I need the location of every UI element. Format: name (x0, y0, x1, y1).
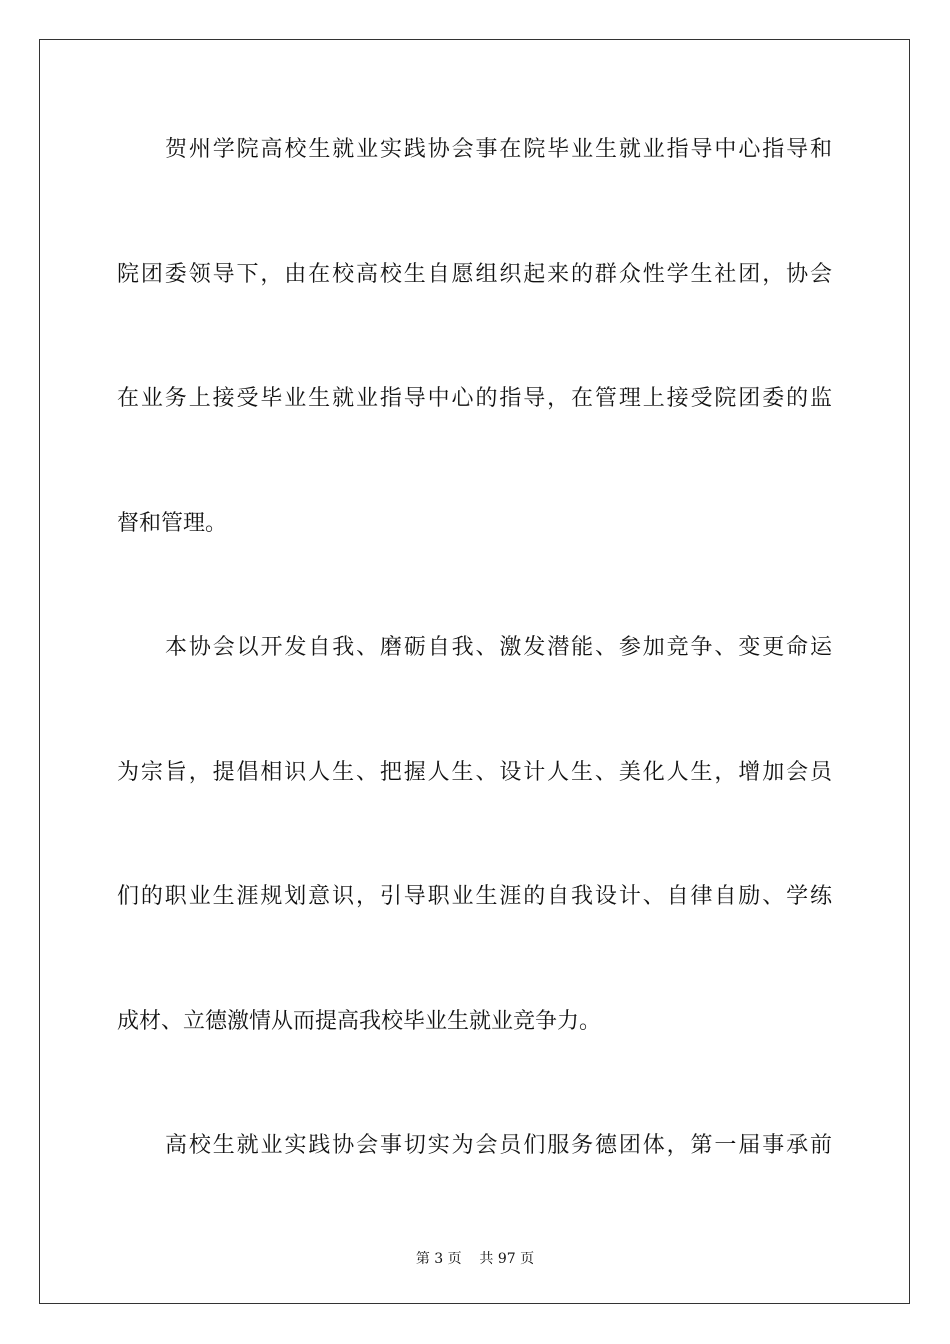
paragraph-2-line-2: 为宗旨，提倡相识人生、把握人生、设计人生、美化人生，增加会员 (117, 760, 832, 785)
paragraph-1-line-4: 督和管理。 (117, 511, 228, 536)
page-border (39, 39, 910, 1304)
paragraph-1-line-1: 贺州学院高校生就业实践协会事在院毕业生就业指导中心指导和 (165, 137, 832, 162)
paragraph-2-line-3: 们的职业生涯规划意识，引导职业生涯的自我设计、自律自励、学练 (117, 884, 832, 909)
paragraph-2-line-4: 成材、立德激情从而提高我校毕业生就业竞争力。 (117, 1009, 602, 1034)
paragraph-1-line-3: 在业务上接受毕业生就业指导中心的指导，在管理上接受院团委的监 (117, 386, 832, 411)
paragraph-2-line-1: 本协会以开发自我、磨砺自我、激发潜能、参加竞争、变更命运 (165, 635, 832, 660)
paragraph-3-line-1: 高校生就业实践协会事切实为会员们服务德团体，第一届事承前 (165, 1133, 832, 1158)
paragraph-1-line-2: 院团委领导下，由在校高校生自愿组织起来的群众性学生社团，协会 (117, 262, 832, 287)
page-footer: 第 3 页 共 97 页 (415, 1251, 535, 1267)
